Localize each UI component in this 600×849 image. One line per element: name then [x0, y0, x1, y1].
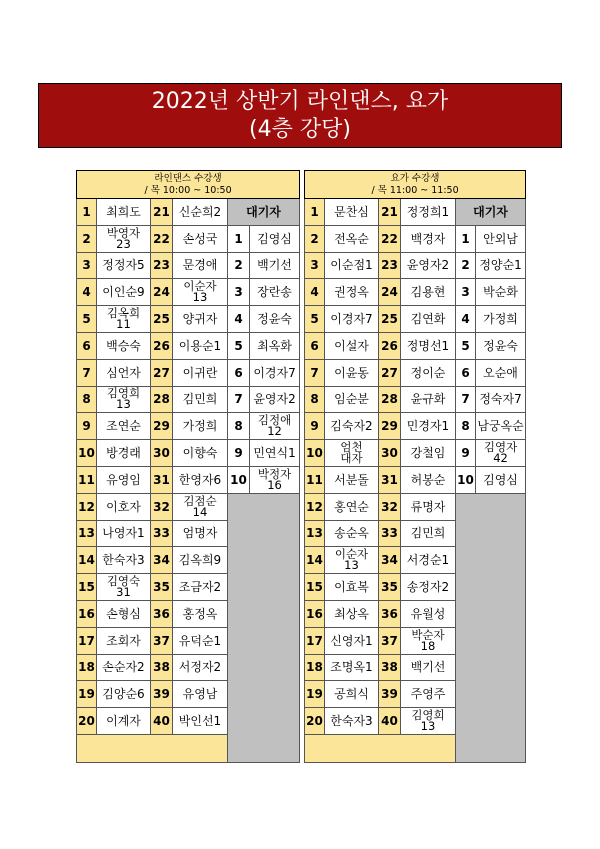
linedance-roster-table — [76, 170, 300, 763]
row-number: 39 — [151, 681, 173, 708]
row-number: 32 — [379, 493, 401, 520]
row-number: 26 — [379, 332, 401, 359]
student-name: 송순옥 — [325, 520, 379, 547]
student-name: 나영자1 — [97, 520, 151, 547]
student-name: 민경자1 — [401, 413, 456, 440]
row-number: 5 — [305, 306, 325, 333]
waitlist-number: 10 — [456, 466, 476, 493]
row-number: 27 — [151, 359, 173, 386]
row-number: 14 — [305, 547, 325, 574]
row-number: 10 — [305, 440, 325, 467]
student-name: 이설자 — [325, 332, 379, 359]
student-name: 이순자 13 — [173, 279, 228, 306]
row-number: 4 — [305, 279, 325, 306]
row-number: 19 — [77, 681, 97, 708]
student-name: 박영자 23 — [97, 225, 151, 252]
table-row — [77, 199, 300, 226]
student-name: 윤규화 — [401, 386, 456, 413]
student-name: 이향숙 — [173, 440, 228, 467]
row-number: 2 — [77, 225, 97, 252]
waitlist-name: 박순화 — [476, 279, 526, 306]
student-name: 강철임 — [401, 440, 456, 467]
table-row — [77, 493, 300, 520]
row-number: 22 — [379, 225, 401, 252]
table-row — [77, 279, 300, 306]
row-number: 33 — [151, 520, 173, 547]
student-name: 임순분 — [325, 386, 379, 413]
waitlist-name: 정양순1 — [476, 252, 526, 279]
row-number: 13 — [305, 520, 325, 547]
row-number: 38 — [379, 654, 401, 681]
student-name: 유덕순1 — [173, 627, 228, 654]
row-number: 23 — [379, 252, 401, 279]
student-name: 이귀란 — [173, 359, 228, 386]
student-name: 조명옥1 — [325, 654, 379, 681]
row-number: 20 — [305, 708, 325, 735]
row-number: 28 — [379, 386, 401, 413]
row-number: 22 — [151, 225, 173, 252]
waitlist-number: 10 — [228, 466, 250, 493]
student-name: 김옥희 11 — [97, 306, 151, 333]
student-name: 백승숙 — [97, 332, 151, 359]
row-number: 17 — [305, 627, 325, 654]
student-name: 한숙자3 — [325, 708, 379, 735]
class-title: 라인댄스 수강생 — [154, 172, 222, 184]
header-row — [77, 171, 300, 199]
student-name: 이용순1 — [173, 332, 228, 359]
row-number: 19 — [305, 681, 325, 708]
row-number: 30 — [379, 440, 401, 467]
row-number: 8 — [77, 386, 97, 413]
row-number: 16 — [305, 600, 325, 627]
student-name: 신순희2 — [173, 199, 228, 226]
student-name: 문경애 — [173, 252, 228, 279]
row-number: 38 — [151, 654, 173, 681]
waitlist-name: 김영심 — [476, 466, 526, 493]
row-number: 31 — [151, 466, 173, 493]
waitlist-number: 4 — [456, 306, 476, 333]
student-name: 김용현 — [401, 279, 456, 306]
row-number: 36 — [379, 600, 401, 627]
class-time: / 목 10:00 ~ 10:50 — [144, 184, 232, 196]
student-name: 김숙자2 — [325, 413, 379, 440]
table-row — [77, 252, 300, 279]
row-number: 15 — [305, 574, 325, 601]
waitlist-number: 6 — [228, 359, 250, 386]
row-number: 30 — [151, 440, 173, 467]
student-name: 손형심 — [97, 600, 151, 627]
student-name: 이순점1 — [325, 252, 379, 279]
row-number: 12 — [77, 493, 97, 520]
waitlist-number: 6 — [456, 359, 476, 386]
student-name: 정이순 — [401, 359, 456, 386]
waitlist-number: 2 — [228, 252, 250, 279]
waitlist-label: 대기자 — [228, 199, 300, 226]
title-banner — [38, 83, 562, 148]
waitlist-name: 박정자 16 — [250, 466, 300, 493]
student-name: 손성국 — [173, 225, 228, 252]
waitlist-name: 가정희 — [476, 306, 526, 333]
row-number: 37 — [379, 627, 401, 654]
waitlist-name: 남궁옥순 — [476, 413, 526, 440]
row-number: 21 — [379, 199, 401, 226]
table-row — [77, 225, 300, 252]
student-name: 전옥순 — [325, 225, 379, 252]
table-row — [305, 440, 526, 467]
student-name: 김영희 13 — [401, 708, 456, 735]
student-name: 한영자6 — [173, 466, 228, 493]
row-number: 29 — [151, 413, 173, 440]
table-row — [77, 413, 300, 440]
student-name: 김영숙 31 — [97, 574, 151, 601]
class-header — [77, 171, 300, 199]
waitlist-number: 5 — [228, 332, 250, 359]
row-number: 4 — [77, 279, 97, 306]
student-name: 서분돌 — [325, 466, 379, 493]
student-name: 정명선1 — [401, 332, 456, 359]
row-number: 9 — [305, 413, 325, 440]
student-name: 이인순9 — [97, 279, 151, 306]
row-number: 18 — [305, 654, 325, 681]
student-name: 김민희 — [173, 386, 228, 413]
row-number: 1 — [77, 199, 97, 226]
row-number: 37 — [151, 627, 173, 654]
waitlist-name: 김영자 42 — [476, 440, 526, 467]
student-name: 이윤동 — [325, 359, 379, 386]
student-name: 권정옥 — [325, 279, 379, 306]
student-name: 이효복 — [325, 574, 379, 601]
waitlist-name: 김정애 12 — [250, 413, 300, 440]
student-name: 방경래 — [97, 440, 151, 467]
row-number: 32 — [151, 493, 173, 520]
row-number: 24 — [379, 279, 401, 306]
student-name: 손순자2 — [97, 654, 151, 681]
row-number: 5 — [77, 306, 97, 333]
row-number: 13 — [77, 520, 97, 547]
student-name: 백기선 — [401, 654, 456, 681]
row-number: 9 — [77, 413, 97, 440]
class-header — [305, 171, 526, 199]
row-number: 21 — [151, 199, 173, 226]
row-number: 26 — [151, 332, 173, 359]
row-number: 40 — [379, 708, 401, 735]
student-name: 가정희 — [173, 413, 228, 440]
row-number: 25 — [151, 306, 173, 333]
table-footer — [305, 734, 456, 762]
student-name: 윤영자2 — [401, 252, 456, 279]
waitlist-name: 정숙자7 — [476, 386, 526, 413]
table-row — [305, 225, 526, 252]
row-number: 15 — [77, 574, 97, 601]
waitlist-number: 2 — [456, 252, 476, 279]
header-row — [305, 171, 526, 199]
student-name: 유영남 — [173, 681, 228, 708]
row-number: 11 — [305, 466, 325, 493]
table-row — [305, 252, 526, 279]
student-name: 박순자 18 — [401, 627, 456, 654]
waitlist-number: 3 — [228, 279, 250, 306]
class-title: 요가 수강생 — [390, 172, 440, 184]
student-name: 엄천 대자 — [325, 440, 379, 467]
row-number: 31 — [379, 466, 401, 493]
waitlist-name: 장란송 — [250, 279, 300, 306]
student-name: 이호자 — [97, 493, 151, 520]
row-number: 1 — [305, 199, 325, 226]
title-line-2: (4층 강당) — [249, 117, 351, 142]
student-name: 조회자 — [97, 627, 151, 654]
waitlist-number: 1 — [456, 225, 476, 252]
row-number: 27 — [379, 359, 401, 386]
row-number: 7 — [305, 359, 325, 386]
table-row — [77, 386, 300, 413]
waitlist-number: 1 — [228, 225, 250, 252]
waitlist-number: 8 — [456, 413, 476, 440]
waitlist-name: 정윤숙 — [250, 306, 300, 333]
student-name: 유월성 — [401, 600, 456, 627]
table-row — [77, 440, 300, 467]
table-row — [305, 279, 526, 306]
row-number: 35 — [151, 574, 173, 601]
waitlist-empty-area — [456, 493, 526, 762]
table-row — [305, 332, 526, 359]
waitlist-name: 백기선 — [250, 252, 300, 279]
waitlist-name: 오순애 — [476, 359, 526, 386]
student-name: 정정자5 — [97, 252, 151, 279]
table-row — [305, 466, 526, 493]
row-number: 36 — [151, 600, 173, 627]
row-number: 40 — [151, 708, 173, 735]
student-name: 유영임 — [97, 466, 151, 493]
student-name: 엄명자 — [173, 520, 228, 547]
waitlist-name: 안외남 — [476, 225, 526, 252]
waitlist-number: 7 — [228, 386, 250, 413]
row-number: 10 — [77, 440, 97, 467]
table-row — [305, 493, 526, 520]
table-row — [305, 306, 526, 333]
student-name: 김양순6 — [97, 681, 151, 708]
table-row — [77, 359, 300, 386]
waitlist-name: 김영심 — [250, 225, 300, 252]
table-row — [77, 466, 300, 493]
student-name: 서정자2 — [173, 654, 228, 681]
student-name: 류명자 — [401, 493, 456, 520]
student-name: 최희도 — [97, 199, 151, 226]
student-name: 최상옥 — [325, 600, 379, 627]
waitlist-number: 4 — [228, 306, 250, 333]
waitlist-number: 5 — [456, 332, 476, 359]
waitlist-number: 7 — [456, 386, 476, 413]
student-name: 김민희 — [401, 520, 456, 547]
student-name: 한숙자3 — [97, 547, 151, 574]
row-number: 3 — [305, 252, 325, 279]
yoga-roster-table — [304, 170, 526, 763]
row-number: 33 — [379, 520, 401, 547]
table-row — [305, 413, 526, 440]
student-name: 허봉순 — [401, 466, 456, 493]
table-row — [305, 199, 526, 226]
student-name: 조연순 — [97, 413, 151, 440]
table-row — [305, 386, 526, 413]
waitlist-number: 9 — [456, 440, 476, 467]
row-number: 17 — [77, 627, 97, 654]
waitlist-name: 정윤숙 — [476, 332, 526, 359]
row-number: 16 — [77, 600, 97, 627]
student-name: 김점순 14 — [173, 493, 228, 520]
student-name: 박인선1 — [173, 708, 228, 735]
row-number: 34 — [379, 547, 401, 574]
student-name: 주영주 — [401, 681, 456, 708]
row-number: 11 — [77, 466, 97, 493]
row-number: 2 — [305, 225, 325, 252]
student-name: 이경자7 — [325, 306, 379, 333]
row-number: 12 — [305, 493, 325, 520]
student-name: 양귀자 — [173, 306, 228, 333]
row-number: 7 — [77, 359, 97, 386]
student-name: 이계자 — [97, 708, 151, 735]
waitlist-name: 민연식1 — [250, 440, 300, 467]
student-name: 이순자 13 — [325, 547, 379, 574]
row-number: 35 — [379, 574, 401, 601]
student-name: 조금자2 — [173, 574, 228, 601]
row-number: 28 — [151, 386, 173, 413]
student-name: 김옥희9 — [173, 547, 228, 574]
row-number: 20 — [77, 708, 97, 735]
row-number: 39 — [379, 681, 401, 708]
student-name: 정정희1 — [401, 199, 456, 226]
row-number: 8 — [305, 386, 325, 413]
student-name: 김영희 13 — [97, 386, 151, 413]
student-name: 공희식 — [325, 681, 379, 708]
table-row — [77, 332, 300, 359]
waitlist-name: 최옥화 — [250, 332, 300, 359]
row-number: 23 — [151, 252, 173, 279]
table-footer — [77, 734, 228, 762]
table-row — [305, 359, 526, 386]
row-number: 14 — [77, 547, 97, 574]
student-name: 심언자 — [97, 359, 151, 386]
student-name: 서경순1 — [401, 547, 456, 574]
waitlist-empty-area — [228, 493, 300, 762]
waitlist-number: 3 — [456, 279, 476, 306]
waitlist-label: 대기자 — [456, 199, 526, 226]
student-name: 홍연순 — [325, 493, 379, 520]
row-number: 3 — [77, 252, 97, 279]
row-number: 6 — [305, 332, 325, 359]
class-time: / 목 11:00 ~ 11:50 — [371, 184, 459, 196]
waitlist-number: 8 — [228, 413, 250, 440]
row-number: 34 — [151, 547, 173, 574]
waitlist-number: 9 — [228, 440, 250, 467]
student-name: 신영자1 — [325, 627, 379, 654]
waitlist-name: 윤영자2 — [250, 386, 300, 413]
row-number: 24 — [151, 279, 173, 306]
row-number: 25 — [379, 306, 401, 333]
student-name: 송정자2 — [401, 574, 456, 601]
row-number: 6 — [77, 332, 97, 359]
student-name: 백경자 — [401, 225, 456, 252]
row-number: 18 — [77, 654, 97, 681]
student-name: 홍정옥 — [173, 600, 228, 627]
student-name: 문찬심 — [325, 199, 379, 226]
row-number: 29 — [379, 413, 401, 440]
student-name: 김연화 — [401, 306, 456, 333]
title-line-1: 2022년 상반기 라인댄스, 요가 — [151, 89, 449, 114]
waitlist-name: 이경자7 — [250, 359, 300, 386]
table-row — [77, 306, 300, 333]
